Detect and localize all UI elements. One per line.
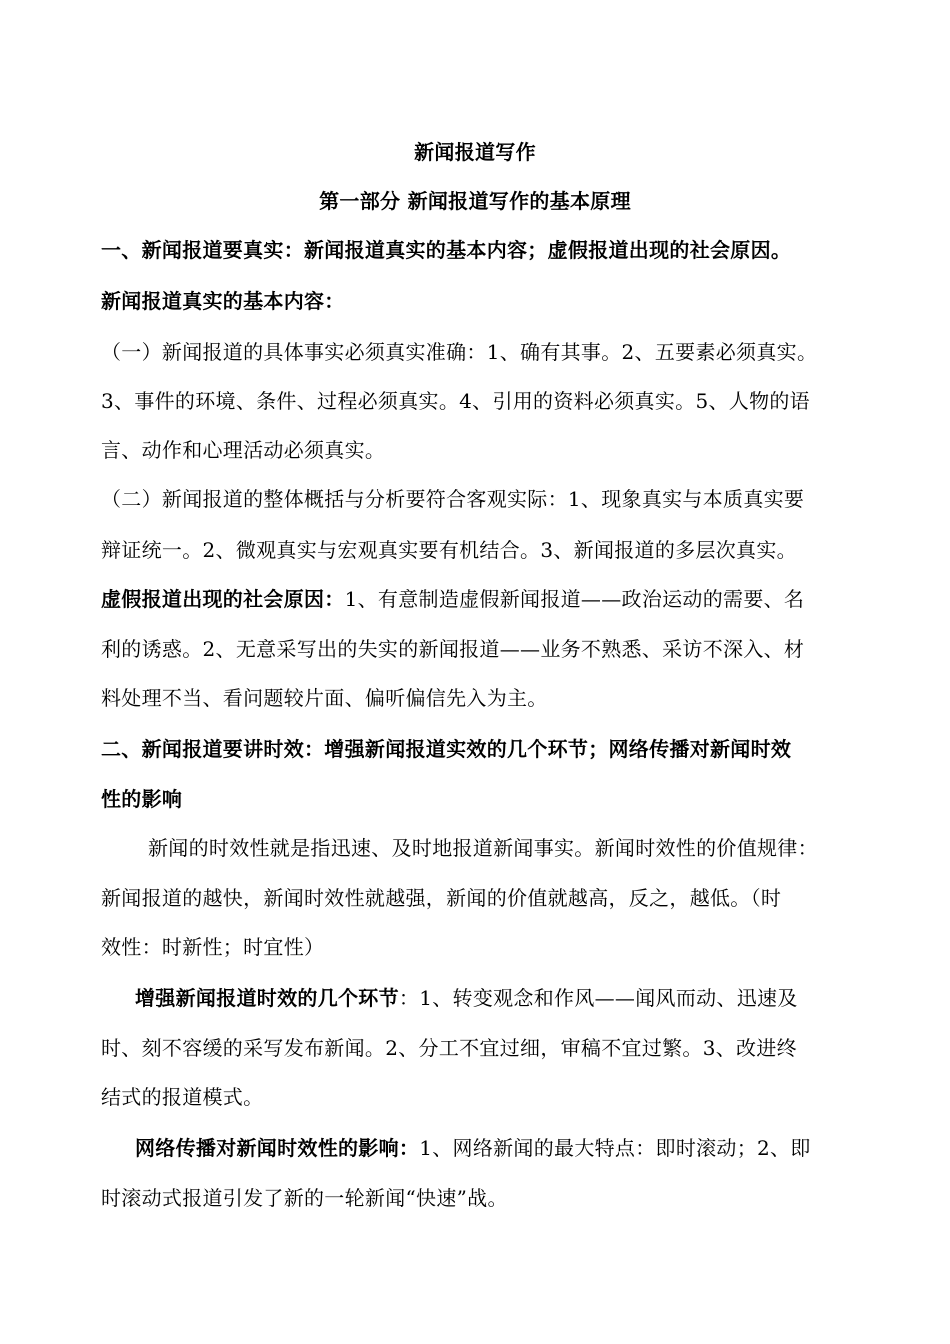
section2-para1-line3: 效性：时新性；时宜性） xyxy=(101,935,325,959)
section1-para1-line3: 言、动作和心理活动必须真实。 xyxy=(101,438,386,462)
section2-para2-line2: 时、刻不容缓的采写发布新闻。2、分工不宜过细，审稿不宜过繁。3、改进终 xyxy=(101,1036,797,1060)
section1-para3-line2: 利的诱惑。2、无意采写出的失实的新闻报道——业务不熟悉、采访不深入、材 xyxy=(101,637,805,661)
section1-para2-line1: （二）新闻报道的整体概括与分析要符合客观实际：1、现象真实与本质真实要 xyxy=(101,487,805,511)
section1-para1-line1: （一）新闻报道的具体事实必须真实准确：1、确有其事。2、五要素必须真实。 xyxy=(101,340,818,364)
section2-para3-line2: 时滚动式报道引发了新的一轮新闻“快速”战。 xyxy=(101,1186,508,1210)
section1-heading: 一、新闻报道要真实：新闻报道真实的基本内容；虚假报道出现的社会原因。 xyxy=(101,238,792,262)
section2-para1-line1: 新闻的时效性就是指迅速、及时地报道新闻事实。新闻时效性的价值规律： xyxy=(148,836,818,860)
section2-para3-lead: 网络传播对新闻时效性的影响： xyxy=(135,1136,420,1160)
section1-para2-line2: 辩证统一。2、微观真实与宏观真实要有机结合。3、新闻报道的多层次真实。 xyxy=(101,538,797,562)
section2-para2-line1 xyxy=(135,986,798,1010)
section1-para3-line1 xyxy=(101,587,804,611)
section2-para1-line2: 新闻报道的越快，新闻时效性就越强，新闻的价值就越高，反之，越低。（时 xyxy=(101,886,782,910)
section2-para2-line1-text: ：1、转变观念和作风——闻风而动、迅速及 xyxy=(398,986,798,1010)
section1-para1-line2: 3、事件的环境、条件、过程必须真实。4、引用的资料必须真实。5、人物的语 xyxy=(101,389,810,413)
section2-para3-line1-text: 1、网络新闻的最大特点：即时滚动；2、即 xyxy=(419,1136,811,1160)
section1-para3-line1-text: 1、有意制造虚假新闻报道——政治运动的需要、名 xyxy=(344,587,805,611)
part-title: 第一部分 新闻报道写作的基本原理 xyxy=(319,189,631,213)
section1-para3-line3: 料处理不当、看问题较片面、偏听偏信先入为主。 xyxy=(101,686,548,710)
section1-para3-lead: 虚假报道出现的社会原因： xyxy=(101,587,345,611)
section1-subheading: 新闻报道真实的基本内容： xyxy=(101,289,345,313)
section2-para2-lead: 增强新闻报道时效的几个环节 xyxy=(135,986,399,1010)
document-title: 新闻报道写作 xyxy=(414,140,536,164)
section2-para3-line1 xyxy=(135,1136,811,1160)
section2-heading-line2: 性的影响 xyxy=(101,787,183,811)
section2-heading-line1: 二、新闻报道要讲时效：增强新闻报道实效的几个环节；网络传播对新闻时效 xyxy=(101,737,792,761)
section2-para2-line3: 结式的报道模式。 xyxy=(101,1085,264,1109)
